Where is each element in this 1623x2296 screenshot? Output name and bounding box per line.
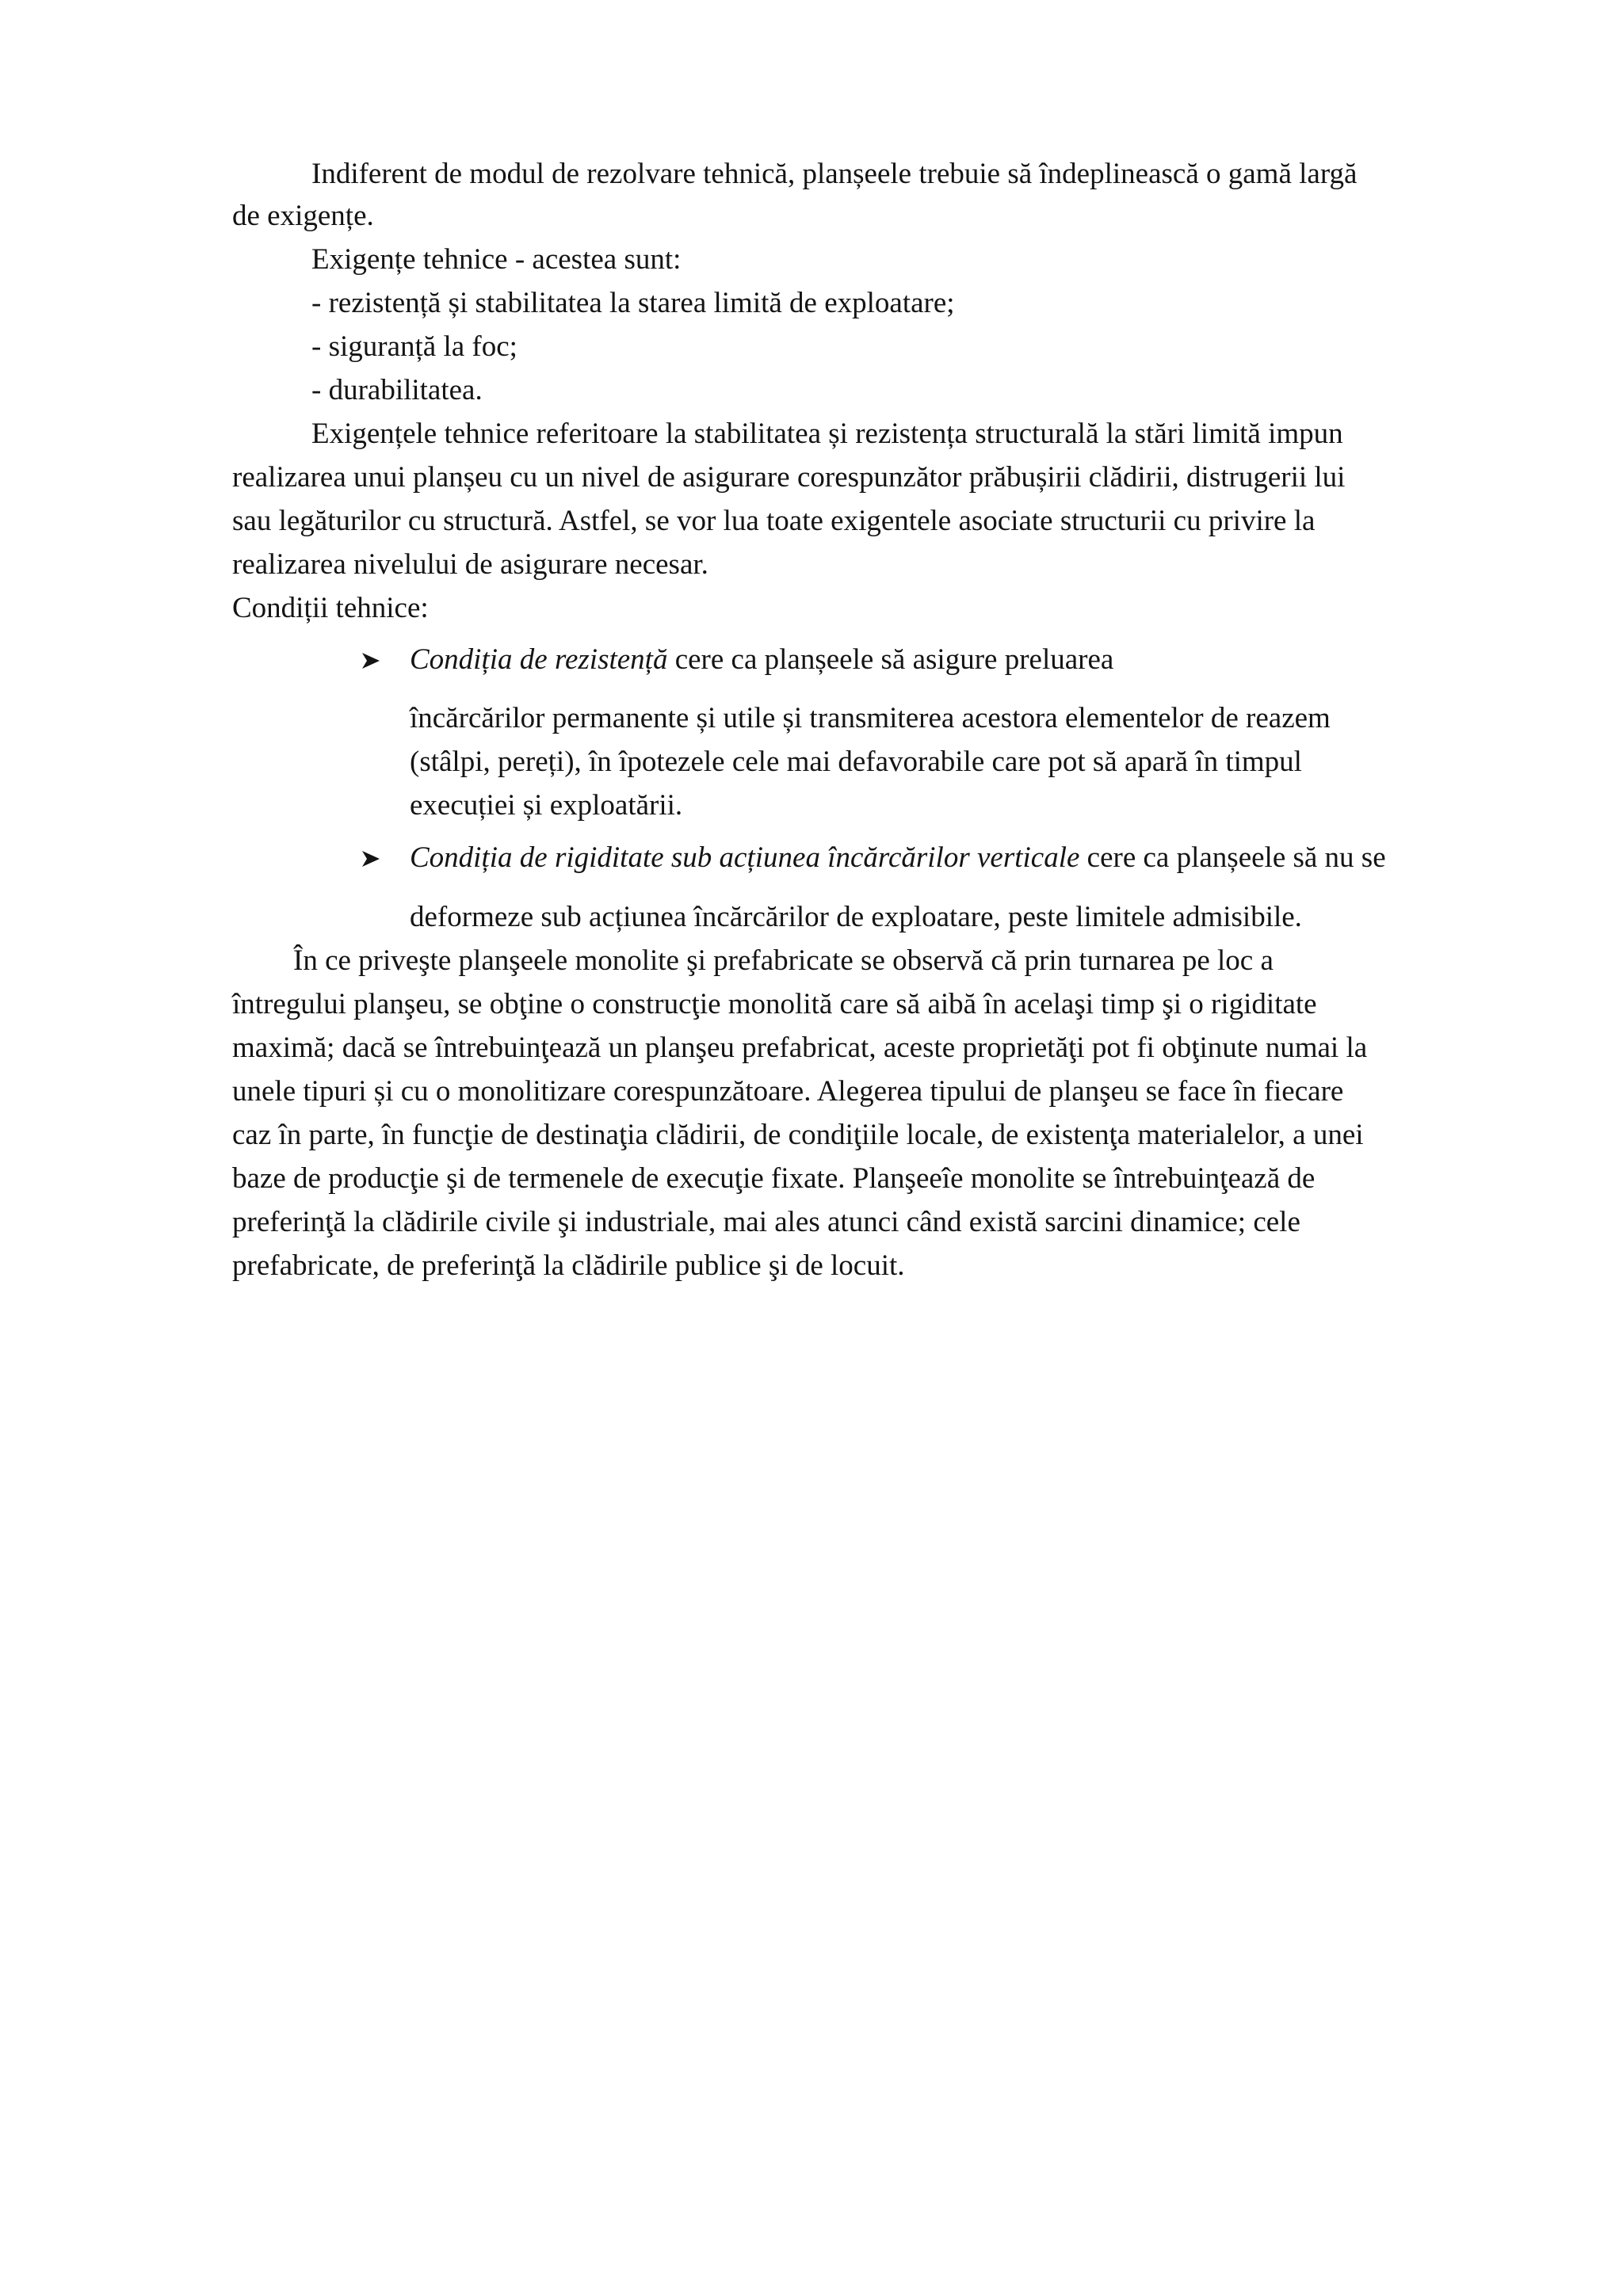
paragraph-3-line-5: caz în parte, în funcţie de destinaţia clădirii, de condiţiile locale, de existenţa materialelor, a unei xyxy=(232,1119,1364,1151)
paragraph-1-line-2: de exigențe. xyxy=(232,200,374,232)
paragraph-2-line-1: Exigențele tehnice referitoare la stabilitatea și rezistența structurală la stări limită impun xyxy=(311,418,1343,450)
paragraph-3-line-4: unele tipuri și cu o monolitizare corespunzătoare. Alegerea tipului de planşeu se face în fiecare xyxy=(232,1075,1344,1108)
paragraph-3-line-3: maximă; dacă se întrebuinţează un planşeu prefabricat, aceste proprietăţi pot fi obţinute numai la xyxy=(232,1032,1368,1064)
paragraph-2-line-4: realizarea nivelului de asigurare necesar. xyxy=(232,548,708,581)
bullet-1-line-4: execuției și exploatării. xyxy=(410,789,683,822)
paragraph-2-line-3: sau legăturilor cu structură. Astfel, se vor lua toate exigentele asociate structurii cu privire la xyxy=(232,505,1316,537)
bullet-2-italic: Condiția de rigiditate sub acțiunea încărcărilor verticale xyxy=(410,841,1080,874)
paragraph-3-line-8: prefabricate, de preferinţă la clădirile publice şi de locuit. xyxy=(232,1249,905,1282)
bullet-1-line-3: (stâlpi, pereți), în îpotezele cele mai defavorabile care pot să apară în timpul xyxy=(410,746,1302,778)
paragraph-3-line-6: baze de producţie şi de termenele de execuţie fixate. Planşeeîe monolite se întrebuinţează de xyxy=(232,1162,1316,1195)
exigente-item: - rezistență și stabilitatea la starea limită de exploatare; xyxy=(311,287,955,319)
bullet-2-line-1 xyxy=(410,841,1386,875)
paragraph-3-line-2: întregului planşeu, se obţine o construcţie monolită care să aibă în acelaşi timp şi o rigiditate xyxy=(232,988,1317,1020)
paragraph-2-line-2: realizarea unui planșeu cu un nivel de asigurare corespunzător prăbușirii clădirii, distrugerii lui xyxy=(232,461,1346,494)
arrow-bullet-icon xyxy=(361,643,384,677)
conditii-title: Condiții tehnice: xyxy=(232,592,429,624)
exigente-item: - durabilitatea. xyxy=(311,374,483,406)
arrow-bullet-icon xyxy=(361,841,384,875)
bullet-1-line-1 xyxy=(410,643,1113,677)
bullet-2-line-2: deformeze sub acțiunea încărcărilor de exploatare, peste limitele admisibile. xyxy=(410,901,1302,933)
bullet-1-italic: Condiția de rezistență xyxy=(410,643,668,676)
paragraph-3-line-7: preferinţă la clădirile civile şi industriale, mai ales atunci când există sarcini dinamice; cele xyxy=(232,1206,1300,1238)
bullet-2-rest: cere ca planșeele să nu se xyxy=(1079,841,1386,874)
paragraph-1-line-1: Indiferent de modul de rezolvare tehnică, planșeele trebuie să îndeplinească o gamă largă xyxy=(311,158,1358,190)
exigente-title: Exigențe tehnice - acestea sunt: xyxy=(311,243,682,276)
paragraph-3-line-1: În ce priveşte planşeele monolite şi prefabricate se observă că prin turnarea pe loc a xyxy=(293,944,1274,977)
exigente-item: - siguranță la foc; xyxy=(311,330,517,363)
bullet-1-line-2: încărcărilor permanente și utile și transmiterea acestora elementelor de reazem xyxy=(410,702,1331,734)
bullet-1-rest: cere ca planșeele să asigure preluarea xyxy=(667,643,1114,676)
